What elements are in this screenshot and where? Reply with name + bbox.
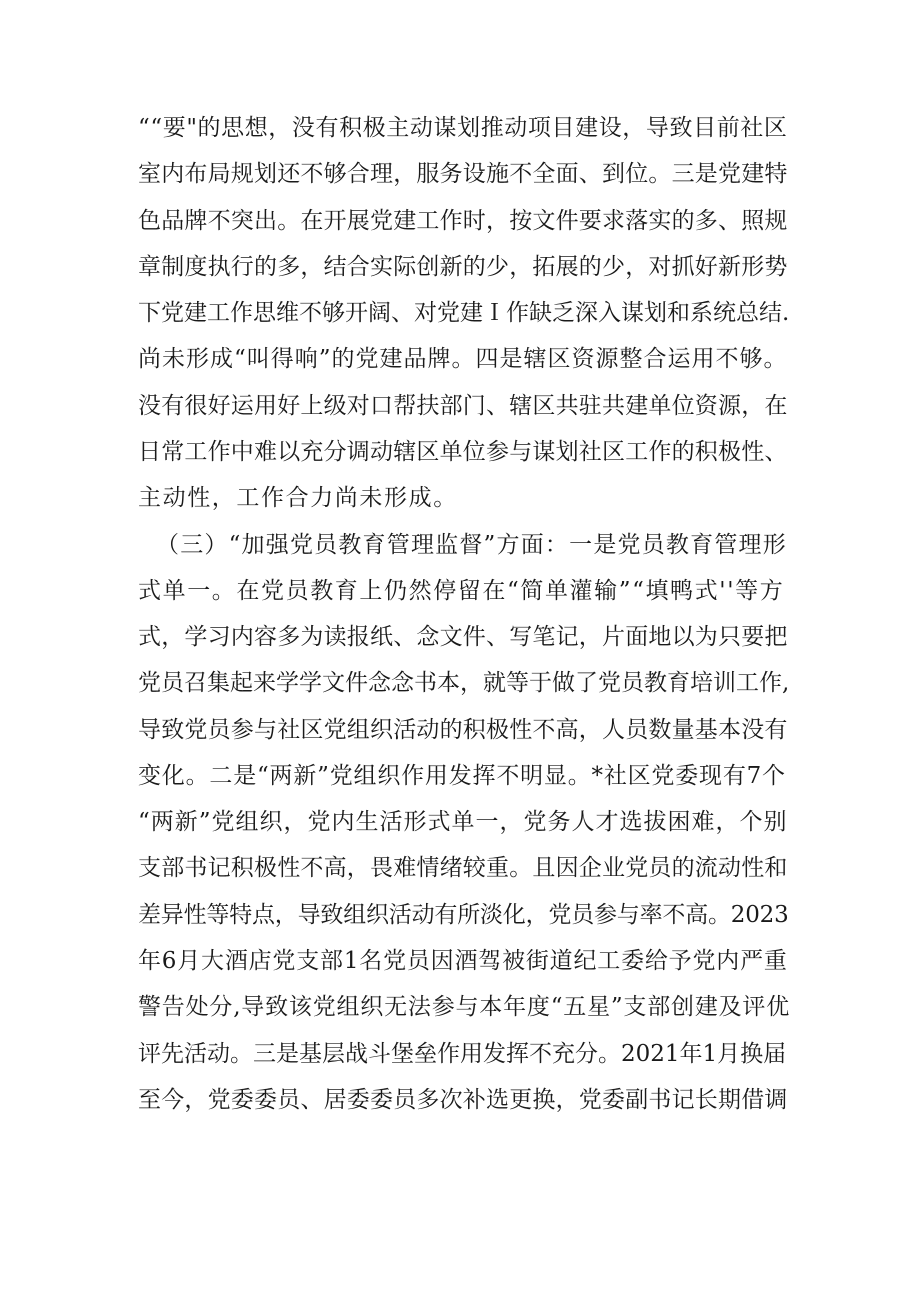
body-text-line: 章制度执行的多，结合实际创新的少，拓展的少，对抓好新形势 [138, 254, 788, 280]
body-text-line: 变化。二是“两新”党组织作用发挥不明显。*社区党委现有7个 [138, 763, 786, 789]
body-text-line: 差异性等特点，导致组织活动有所淡化，党员参与率不高。2023 [138, 902, 789, 928]
body-text-line: 没有很好运用好上级对口帮扶部门、辖区共驻共建单位资源，在 [138, 393, 788, 419]
body-text-line: 警告处分,导致该党组织无法参与本年度“五星”支部创建及评优 [138, 994, 791, 1020]
body-text-line: 主动性，工作合力尚未形成。 [138, 485, 458, 511]
body-text-line: 下党建工作思维不够开阔、对党建Ｉ作缺乏深入谋划和系统总结. [138, 300, 790, 326]
body-text-line: 导致党员参与社区党组织活动的积极性不高，人员数量基本没有 [138, 717, 788, 743]
body-text-line: 评先活动。三是基层战斗堡垒作用发挥不充分。2021年1月换届 [138, 1041, 787, 1067]
body-text-line: 日常工作中难以充分调动辖区单位参与谋划社区工作的积极性、 [138, 439, 788, 465]
body-text-line: 式，学习内容多为读报纸、念文件、写笔记，片面地以为只要把 [138, 624, 788, 650]
body-text-line: 式单一。在党员教育上仍然停留在“简单灌输”“填鸭式''等方 [138, 578, 785, 604]
section-heading-line: （三）“加强党员教育管理监督”方面：一是党员教育管理形 [156, 532, 787, 558]
body-text-line: 党员召集起来学学文件念念书本，就等于做了党员教育培训工作, [138, 670, 790, 696]
body-text-line: 室内布局规划还不够合理，服务设施不全面、到位。三是党建特 [138, 161, 788, 187]
body-text-line: 色品牌不突出。在开展党建工作时，按文件要求落实的多、照规 [138, 208, 788, 234]
body-text-line: “两新”党组织，党内生活形式单一，党务人才选拔困难，个别 [138, 809, 788, 835]
body-text-line: 年6月大酒店党支部1名党员因酒驾被街道纪工委给予党内严重 [138, 948, 788, 974]
body-text-line: 支部书记积极性不高，畏难情绪较重。且因企业党员的流动性和 [138, 855, 788, 881]
body-text-line: 尚未形成“叫得响”的党建品牌。四是辖区资源整合运用不够。 [138, 346, 788, 372]
body-text-line: 至今，党委委员、居委委员多次补选更换，党委副书记长期借调 [138, 1087, 788, 1113]
body-text-line: ““要"的思想，没有积极主动谋划推动项目建设，导致目前社区 [138, 115, 788, 141]
